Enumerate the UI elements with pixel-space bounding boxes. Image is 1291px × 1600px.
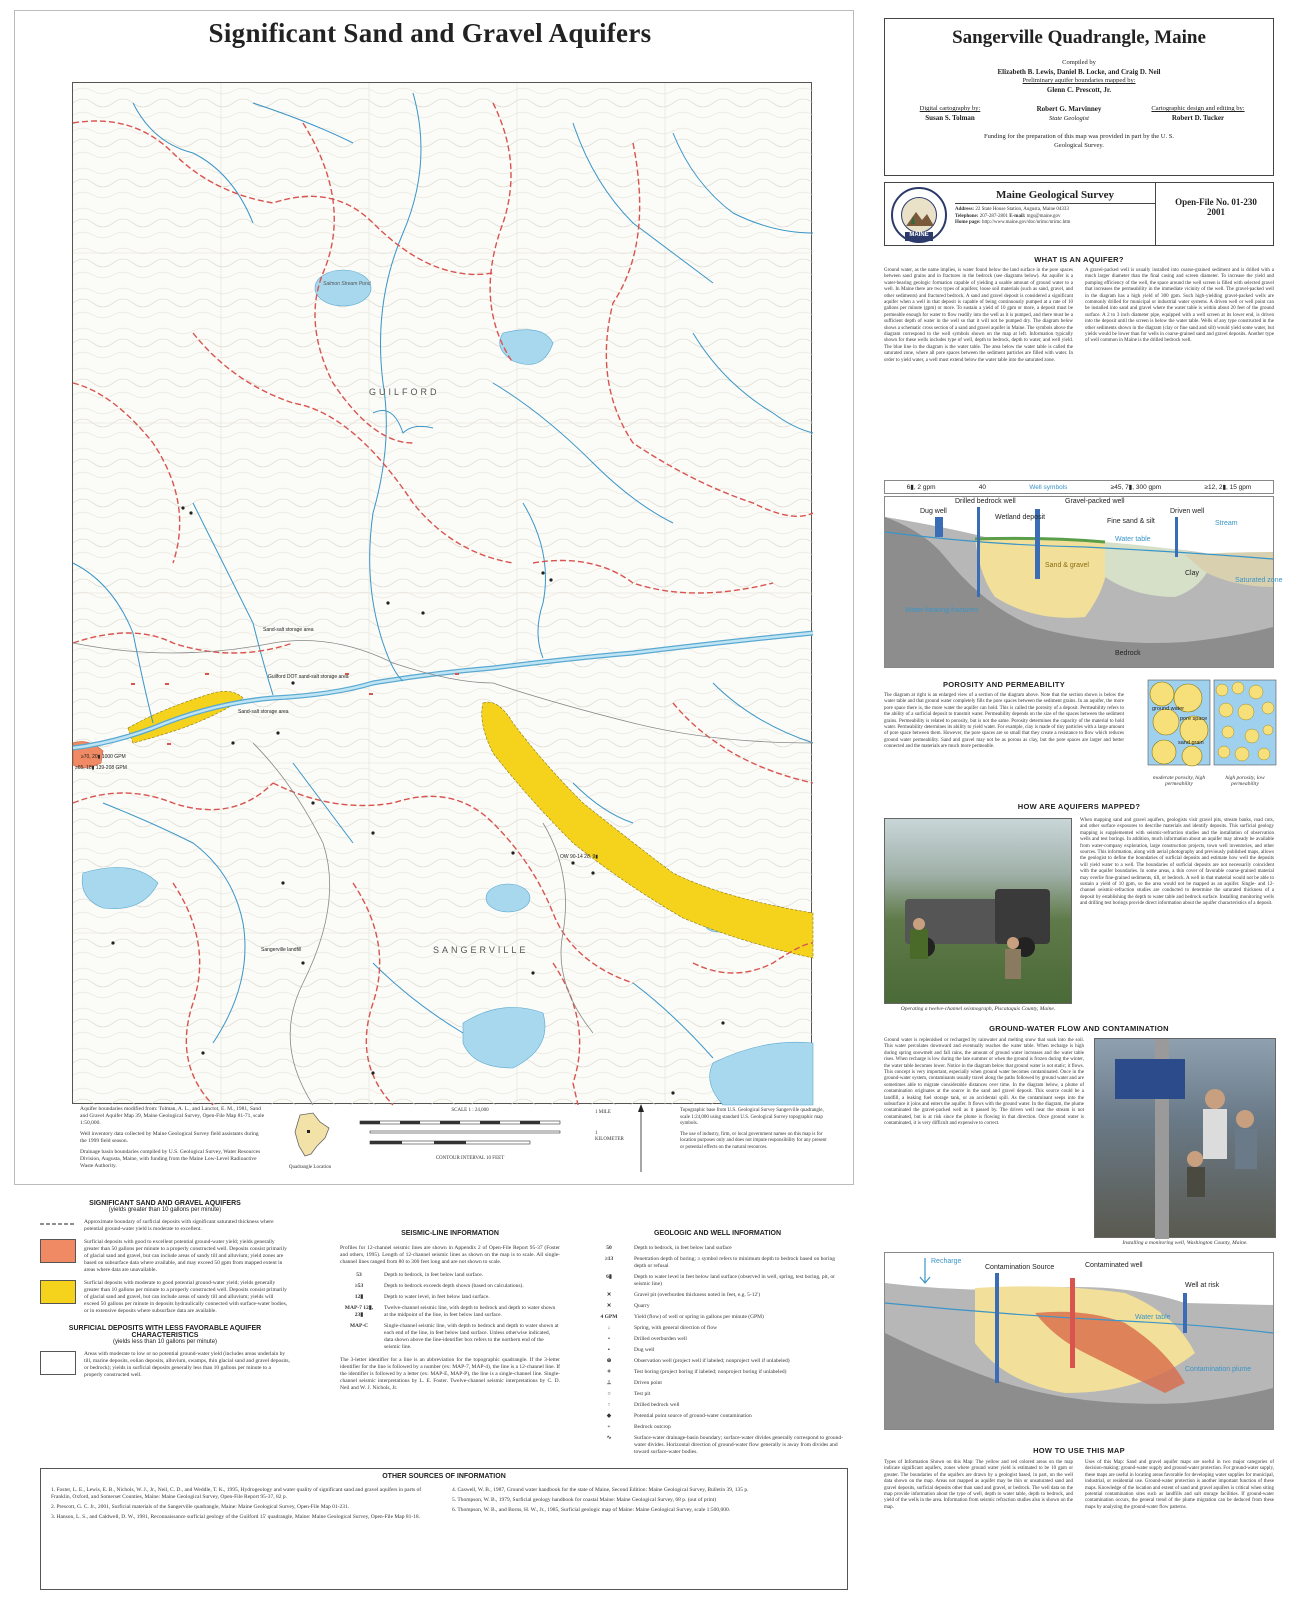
seismic-item-text: Single-channel seismic line, with depth to bedrock and depth to water shown at each end of the line, in feet below land surface. Unless otherwise indicated, data shown above the line-identifier box refers to the northern end of the seismic line.: [384, 1323, 559, 1350]
legend-sig-sub: (yields greater than 10 gallons per minute): [108, 1207, 222, 1213]
label-gravel-well: Gravel-packed well: [1065, 498, 1125, 505]
geologic-item-row: [590, 1358, 845, 1365]
digital-label: Digital cartography by:: [919, 105, 981, 112]
legend-yellow-text: Surficial deposits with moderate to good potential ground-water yield; yields generally greater than 10 gallons per minute to a properly constructed well. Deposits consist primarily of glacial sand and gravel, but can include areas of sandy till and alluvium; yields will exceed 50 gallons per minute in deposits hydraulically connected with surface-water bodies, or in extensive deposits where subsurface data are available.: [84, 1280, 288, 1314]
label-pond: Salmon Stream Pond: [323, 281, 371, 287]
geologic-item-row: [590, 1380, 845, 1387]
label-storage: Sand-salt storage area: [263, 627, 314, 633]
mountain-tree-icon: [902, 198, 938, 234]
geologic-item-text: Depth to water level in feet below land surface (observed in well, spring, test boring, pit, or seismic line): [634, 1274, 835, 1287]
legend-yellow-item: [40, 1280, 290, 1315]
porosity-graphic: [1148, 680, 1276, 770]
reference-entry: 2. Prescott, G. C. Jr., 2001, Surficial materials of the Sangerville quadrangle, Maine: Maine Geological Survey, Open-File Map 01-231.: [51, 1504, 350, 1510]
contamination-graphic: [885, 1253, 1273, 1429]
label-landfill: Sangerville landfill: [261, 947, 302, 953]
reference-entry: 5. Thompson, W. B., 1979, Surficial geology handbook for coastal Maine: Maine Geological Survey, 68 p. (out of print): [452, 1497, 717, 1503]
geologic-item-row: [590, 1413, 845, 1420]
pond-south: [486, 884, 530, 912]
geologic-item-row: [590, 1347, 845, 1354]
howto-text-left: Types of Information Shown on this Map: The yellow and red colored areas on the map indicate significant aquifers, zones where ground water yield is estimated to be 10 gpm or greater. The boundaries of the aquifers are drawn by a geologist based, in part, on the well data shown on the map. Areas not mapped as aquifer may be thin or unsaturated sand and gravel deposits, surficial deposits other than sand and gravel, or bedrock. The well data on the map provide information about the type of well, depth to water table, depth to bedrock, and yield of the wells in the area. Information from seismic refraction studies also is shown on the map.: [884, 1460, 1073, 1510]
label-contaminated-well: Contaminated well: [1085, 1262, 1143, 1269]
geologic-item-symbol: ≥13: [604, 1256, 614, 1262]
reference-entry: 1. Foster, L. E., Lewis, E. B., Nichols, W. J., Jr., Neil, C. D., and Weddle, T. K., 1995, Hydrogeology and water quality of significant sand and gravel aquifers in parts of Franklin, Oxford, and Somerset Counties, Maine: Maine Geological Survey, Open-File Report 95-37, 82 p.: [51, 1487, 422, 1500]
seismic-item-symbol: ≥53: [354, 1283, 364, 1289]
photo-seismograph: [884, 818, 1072, 1004]
geologic-item-symbol: ✕: [606, 1292, 612, 1298]
map-note-base: [680, 1108, 830, 1151]
seismic-item-row: [340, 1305, 560, 1319]
survey-address: 22 State House Station, Augusta, Maine 04333: [975, 207, 1069, 212]
geologic-item-text: Spring, with general direction of flow: [634, 1325, 718, 1331]
label-clay: Clay: [1185, 570, 1200, 577]
geologic-info: [590, 1230, 845, 1456]
map-note-disclaimer: The use of industry, firm, or local government names on this map is for location purposes only and does not impute responsibility for any present or potential effects on the natural resources.: [680, 1131, 827, 1150]
seismic-item-text: Twelve-channel seismic line, with depth to bedrock and depth to water shown at the midpoint of the line, in feet below land surface.: [384, 1305, 556, 1318]
map-note-sources: [80, 1106, 265, 1170]
geologic-item-text: Bedrock outcrop: [634, 1424, 671, 1430]
geologic-item-text: Quarry: [634, 1303, 650, 1309]
survey-name: Maine Geological Survey: [996, 189, 1114, 201]
seismic-item-text: Depth to water level, in feet below land surface.: [384, 1294, 490, 1300]
geologic-item-text: Yield (flow) of well or spring in gallons per minute (GPM): [634, 1314, 764, 1320]
photo1-caption: Operating a twelve-channel seismograph, Piscataquis County, Maine.: [900, 1006, 1056, 1012]
geologic-item-text: Test boring (project boring if labeled; nonproject boring if unlabeled): [634, 1369, 787, 1375]
geologic-item-row: [590, 1256, 845, 1270]
scale-bar: [345, 1108, 595, 1170]
label-plume: Contamination plume: [1185, 1366, 1252, 1373]
label-sangerville: SANGERVILLE: [433, 945, 529, 955]
geologic-item-row: [590, 1424, 845, 1431]
references-box: [40, 1468, 848, 1590]
geologic-item-text: Driven point: [634, 1380, 662, 1386]
geologic-item-text: Test pit: [634, 1391, 651, 1397]
seismic-item-row: [340, 1323, 560, 1351]
geologic-item-text: Drilled bedrock well: [634, 1402, 680, 1408]
well-sym-label: Well symbols: [1029, 483, 1068, 491]
well-sym-c: ≥45, 7▮, 300 gpm: [1110, 484, 1162, 491]
seismic-item-symbol: 12▮: [354, 1294, 364, 1300]
heading-howto: HOW TO USE THIS MAP: [1033, 1446, 1125, 1455]
legend-boundary-item: [40, 1219, 290, 1233]
seismic-note: The 3-letter identifier for a line is an abbreviation for the topographic quadrangle. If the 3-letter identifier for the line is followed by a number (ex: MAP-7, MAP-4), the line is a 12-channel line. If the identifier is followed by a letter (ex: MAP-E, MAP-P), the line is a single-channel line. Single-channel seismic interpretations by L. E. Foster. Twelve-channel seismic interpretations by C. D. Neil and W. J. Nichols, Jr.: [340, 1357, 560, 1391]
seismic-title: SEISMIC-LINE INFORMATION: [401, 1230, 499, 1237]
geologic-item-symbol: ▪: [608, 1347, 610, 1353]
label-gpm-2: ≥65, 18▮ 139-208 GPM: [75, 765, 127, 771]
well-sym-a: 6▮, 2 gpm: [906, 484, 936, 491]
geologic-item-row: [590, 1369, 845, 1376]
photo-monitoring-graphic: [1095, 1039, 1277, 1239]
porosity-caption-right: high porosity, low permeability: [1225, 775, 1265, 787]
geologic-item-symbol: ◆: [606, 1413, 612, 1419]
header-box: [884, 18, 1274, 176]
label-sand-gravel: Sand & gravel: [1045, 562, 1089, 569]
geologist-name: Robert G. Marvinney: [1036, 105, 1102, 113]
seismic-item-text: Depth to bedrock, in feet below land surface.: [384, 1272, 484, 1278]
mapper-name: Glenn C. Prescott, Jr.: [1046, 85, 1112, 94]
geologic-item-symbol: ○: [607, 1391, 611, 1397]
map-note-topo: Topographic base from U.S. Geological Survey Sangerville quadrangle, scale 1:24,000 using standard U.S. Geological Survey topographic map symbols.: [680, 1108, 824, 1126]
label-water-table-2: Water table: [1135, 1314, 1171, 1321]
geologic-items: [590, 1245, 845, 1456]
seismic-item-row: [340, 1272, 560, 1279]
contamination-cross-section: [884, 1252, 1274, 1430]
legend-aquifers: [40, 1200, 290, 1379]
legend-orange-text: Surficial deposits with good to excellent potential ground-water yield; yields generally greater than 50 gallons per minute to a properly constructed well. Deposits consist primarily of glacial sand and gravel, but can include areas of sandy till and alluvium; yield zones are based on subsurface data where available, and may exceed 50 gpm from mapped extent in areas where data are unavailable.: [84, 1239, 287, 1273]
label-well-at-risk: Well at risk: [1185, 1282, 1220, 1289]
label-bedrock: Bedrock: [1115, 650, 1141, 657]
heading-flow: GROUND-WATER FLOW AND CONTAMINATION: [989, 1024, 1169, 1033]
cross-section-graphic: [885, 497, 1283, 667]
well-sym-b: 40: [978, 483, 986, 491]
quad-title: Sangerville Quadrangle, Maine: [952, 27, 1206, 48]
label-ground-water: ground water: [1152, 706, 1185, 712]
dashed-boundary-icon: [40, 1219, 76, 1229]
label-sand-grain: sand grain: [1178, 740, 1204, 746]
geologist-title: State Geologist: [1049, 114, 1089, 122]
geologic-item-row: [590, 1303, 845, 1310]
refs-title: OTHER SOURCES OF INFORMATION: [382, 1473, 506, 1480]
seismic-info: [340, 1230, 560, 1392]
label-pore-space: pore space: [1180, 716, 1208, 722]
reference-entry: 6. Thompson, W. B., and Borns, H. W., Jr., 1985, Surficial geologic map of Maine: Maine Geological Survey, scale 1:500,000.: [452, 1507, 731, 1513]
scale-bar-graphic: [350, 1115, 590, 1151]
map-note-2: Well inventory data collected by Maine Geological Survey field assistants during the 1999 field season.: [80, 1131, 259, 1144]
howto-text-right: Uses of this Map: Sand and gravel aquifer maps are useful in two major categories of decision-making: ground-water supply and ground-water protection. For ground-water supply, these maps are useful in locating areas favorable for developing water supplies for municipal, industrial, or residential use. Ground-water protection is another important function of these maps. Knowledge of the location and extent of sand and gravel aquifers is critical when siting potential contamination sites such as landfills and salt storage facilities. If ground-water contamination occurs, the general trend of the plume migration can be deduced from these maps by analyzing the ground-water flow patterns.: [1085, 1460, 1274, 1510]
geologic-item-symbol: 50: [606, 1245, 612, 1251]
geologic-title: GEOLOGIC AND WELL INFORMATION: [653, 1230, 782, 1237]
contour-interval: CONTOUR INTERVAL 10 FEET: [435, 1155, 505, 1161]
map-title: Significant Sand and Gravel Aquifers: [208, 18, 652, 48]
geologic-item-text: Surface-water drainage-basin boundary; surface-water divides generally correspond to ground-water divides. Horizontal direction of ground-water flow generally is away from divides and toward surface-water bodies.: [634, 1435, 843, 1455]
label-stream: Stream: [1215, 520, 1238, 527]
geologic-item-symbol: ⊥: [606, 1380, 612, 1386]
aquifer-text-right: A gravel-packed well is usually installed into coarse-grained sediment and is drilled with a much larger diameter than the final casing and screen diameter. To increase the yield and pumping efficiency of the well, the space around the well screen is filled with selected gravel that increases the permeability in the immediate vicinity of the well. The gravel-packed well in the diagram has a high yield of 300 gpm. Such high-yielding gravel-packed wells are commonly drilled for municipal or industrial water systems. A driven well or well point can be installed into sand and gravel where the water table is within about 20 feet of the ground surface. A 2 to 3 inch diameter pipe, equipped with a well screen at its lower end, is driven into the deposit until the screen is below the water table. Wells of any type constructed in the other sediments shown in the diagram (clay or fine sand and silt) would yield some water, but yields would be lower than for wells in coarse-grained sand and gravel deposits. Another type of well common in Maine is the drilled bedrock well.: [1085, 268, 1274, 344]
heading-aquifer: WHAT IS AN AQUIFER?: [1034, 255, 1124, 264]
compilers: Elizabeth B. Lewis, Daniel B. Locke, and Craig D. Neil: [997, 67, 1161, 76]
seal-text: MAINE: [905, 232, 933, 241]
geologic-item-row: [590, 1292, 845, 1299]
geologic-item-symbol: 4 GPM: [600, 1314, 618, 1320]
porosity-caption-left: moderate porosity, high permeability: [1152, 775, 1206, 787]
seismic-item-symbol: MAP-C: [349, 1323, 369, 1329]
seismic-item-text: Depth to bedrock exceeds depth shown (based on calculations).: [384, 1283, 524, 1289]
legend-white-item: [40, 1351, 290, 1379]
digital-name: Susan S. Tolman: [925, 113, 975, 122]
geologic-item-symbol: +: [607, 1424, 611, 1430]
geologic-item-symbol: ✧: [606, 1369, 612, 1375]
legend-sig-title: SIGNIFICANT SAND AND GRAVEL AQUIFERS: [89, 1200, 241, 1207]
survey-phone: 207-287-2801: [979, 213, 1009, 219]
geologic-item-text: Potential point source of ground-water contamination: [634, 1413, 752, 1419]
white-swatch: [40, 1351, 76, 1375]
geologic-item-row: [590, 1274, 845, 1288]
dept-seal-icon: [891, 187, 947, 243]
geologic-item-symbol: •: [608, 1336, 610, 1342]
legend-boundary-text: Approximate boundary of surficial deposits with significant saturated thickness where potential ground-water yield is moderate to excellent.: [84, 1219, 274, 1232]
legend-less-sub: (yields less than 10 gallons per minute): [112, 1339, 218, 1345]
well-sym-d: ≥12, 2▮, 15 gpm: [1204, 484, 1252, 491]
refs-left: [51, 1484, 436, 1521]
geologic-item-row: [590, 1325, 845, 1332]
label-saturated: Saturated zone: [1235, 577, 1283, 584]
label-storage-2: Sand-salt storage area: [238, 709, 289, 715]
legend-orange-item: [40, 1239, 290, 1274]
aquifer-text: [884, 268, 1274, 364]
legend-less-title: SURFICIAL DEPOSITS WITH LESS FAVORABLE AQUIFER CHARACTERISTICS: [68, 1325, 262, 1339]
geologic-item-symbol: 6▮: [606, 1274, 612, 1280]
geologic-item-text: Depth to bedrock, in feet below land surface: [634, 1245, 732, 1251]
geologic-item-text: Observation well (project well if labeled; nonproject well if unlabeled): [634, 1358, 790, 1364]
geologic-item-symbol: ✕: [606, 1303, 612, 1309]
locator-label: Quadrangle Location: [288, 1165, 332, 1170]
mapped-text: When mapping sand and gravel aquifers, geologists visit gravel pits, stream banks, road cuts, and other surface exposures to describe materials and identify deposits. This surficial geology mapping is supplemented with seismic-refraction studies and the installation of observation wells and test borings. In addition, much information about an aquifer may already be available from water-company exploration, large construction projects, town well inventories, and other sources. This information, along with aerial photography and previously published maps, allows the geologist to define the boundaries of surficial deposits and estimate how well the deposits will yield water to a well. The boundaries of surficial deposits are not necessarily coincident with the aquifer boundaries. In some areas, a thin cover of favorable coarse-grained material may overlie fine-grained sediments, till, or bedrock. A well in that material would not be able to sustain a yield of 10 gpm, so the area would not be mapped as an aquifer. Single- and 12-channel seismic-refraction studies are conducted to determine the saturated thickness of a deposit by establishing the depth to water table and bedrock surface. Installing monitoring wells and drilling test borings provide direct information about the aquifer characteristics of a deposit.: [1080, 818, 1274, 907]
geologic-item-row: [590, 1391, 845, 1398]
label-driven-well: Driven well: [1170, 508, 1205, 515]
porosity-diagram: [1148, 680, 1276, 788]
funding-text: Funding for the preparation of this map was provided in part by the U. S. Geological Survey.: [984, 133, 1174, 149]
flow-text: Ground water is replenished or recharged by rainwater and melting snow that soak into the soil. This water percolates downward and eventually reaches the water table. When recharge is high during spring snowmelt and fall rains, the amount of ground water increases and the water table rises. When recharge is low during the late summer or when the ground is frozen during the winter, the water table becomes lower. Notice in the diagram below that ground water is not static; it flows. This concept is very important, especially when ground water becomes contaminated. Once in the ground-water system, contaminants usually travel along the paths followed by ground water and are sometimes able to migrate considerable distances over time. In the diagram below, a plume of contamination originates at the source in the sand and gravel deposit. This source could be a landfill, a leaking fuel storage tank, or an accidental spill. As the contaminant seeps into the subsurface it joins and enters the aquifer. It flows with the ground water. In the diagram, the plume contaminated the gravel-packed well as it passed by. The driven well near the stream is not contaminated, but is at risk since the plume is flowing in that direction. Once ground water is contaminated, it is very difficult and expensive to correct.: [884, 1038, 1084, 1127]
survey-homepage-link[interactable]: http://www.maine.gov/doc/nrimc/nrimc.htm: [981, 220, 1071, 225]
label-wetland: Wetland deposit: [995, 514, 1046, 521]
map-canvas: [73, 83, 813, 1105]
label-guilford: GUILFORD: [369, 387, 440, 397]
design-label: Cartographic design and editing by:: [1151, 105, 1245, 112]
yellow-swatch: [40, 1280, 76, 1304]
geologic-item-row: [590, 1314, 845, 1321]
open-file-year: 2001: [1207, 207, 1225, 217]
label-fractures: Water-bearing fractures: [905, 607, 979, 614]
geologic-item-text: Gravel pit (overburden thickness noted in feet, e.g. 5-12'): [634, 1292, 761, 1298]
topographic-map[interactable]: [72, 82, 812, 1104]
map-note-3: Drainage basin boundaries compiled by U.S. Geological Survey, Water Resources Division, Augusta, Maine, with funding from the Maine Low-Level Radioactive Waste Authority.: [80, 1149, 261, 1169]
locator-map: [285, 1110, 335, 1170]
refs-right: [452, 1484, 837, 1521]
credits-row: [895, 105, 1263, 123]
geologic-item-symbol: ⊕: [606, 1358, 612, 1364]
maine-outline-icon: [285, 1110, 335, 1160]
geologic-item-symbol: ↑: [607, 1402, 611, 1408]
geologic-item-symbol: ∿: [606, 1435, 612, 1441]
geologic-item-text: Drilled overburden well: [634, 1336, 687, 1342]
well-symbols-row: [884, 480, 1274, 494]
geologic-item-row: [590, 1402, 845, 1409]
seismic-item-symbol: MAP-7 12▮, 23▮: [344, 1305, 374, 1318]
label-gpm-1: ≥70, 20▮ 1000 GPM: [81, 754, 126, 760]
label-dug-well: Dug well: [920, 508, 947, 515]
geologic-item-row: [590, 1245, 845, 1252]
label-water-table: Water table: [1115, 536, 1151, 543]
geologic-item-text: Penetration depth of boring; ≥ symbol refers to minimum depth to bedrock based on boring depth or refusal: [634, 1256, 835, 1269]
mile-label: 1 MILE: [595, 1110, 611, 1115]
heading-porosity: POROSITY AND PERMEABILITY: [942, 680, 1066, 689]
reference-entry: 3. Hanson, L. S., and Caldwell, D. W., 1981, Reconnaissance surficial geology of the Guilford 15' quadrangle, Maine: Maine Geological Survey, Open-File Map 81-18.: [51, 1514, 421, 1520]
photo-seismograph-graphic: [885, 819, 1073, 1005]
compiled-by-label: Compiled by: [1062, 59, 1096, 66]
scale-units: [595, 1110, 625, 1144]
seismic-item-symbol: 53: [356, 1272, 362, 1278]
seismic-item-row: [340, 1283, 560, 1290]
open-file-number: Open-File No. 01-230: [1175, 197, 1257, 207]
seismic-item-row: [340, 1294, 560, 1301]
geologic-item-row: [590, 1336, 845, 1343]
howto-text: [884, 1460, 1274, 1511]
porosity-text: The diagram at right is an enlarged view of a section of the diagram above. Note that the section shown is below the water table and that ground water completely fills the pore spaces between the sediment grains. In an aquifer, the more pore space there is, the more water the aquifer can hold. This is called the porosity of a deposit. Permeability refers to the ability of a surficial deposit to transmit water. Permeability depends on the size of the spaces between the sediment grains. Permeability is related to porosity, but is not the same. Porosity determines the capacity of the material to hold water. Permeability determines its ability to yield water. For example, clay is made of tiny particles with a large amount of pore space between them. However, the pore spaces are so small that they create a resistance to flow which reduces ground water permeability. Sand and gravel may not be as porous as clay, but the pore spaces are larger and better connected and the materials are much more permeable.: [884, 693, 1124, 750]
aquifer-text-left: Ground water, as the name implies, is water found below the land surface in the pore spaces between sand grains and in fractures in the bedrock (see diagrams below). An aquifer is a water-bearing geologic formation capable of yielding a usable amount of ground water to a well. In Maine there are two types of aquifers; loose soil materials (such as sand, gravel, and other sediments) and fractured bedrock. A sand and gravel deposit is considered a significant aquifer when a well in that deposit is capable of being continuously pumped at a rate of 10 gallons per minute (gpm) or more. To sustain a yield of 10 gpm or more, a deposit must be permeable enough for water to flow readily into the well as it is pumped, and there must be a sufficient depth of water in the well so that it will not be pumped dry. The diagram below shows a schematic cross section of a sand and gravel aquifer in Maine. The symbols above the diagram correspond to the well symbols shown on the map at left. Information typically shown for these wells includes type of well, depth to bedrock, depth to water, and well yield. The blue line in the diagram is the water table. The area below the water table is called the saturated zone, where all pore spaces between the sediment particles are filled with water. In order to yield water, a well must extend below the water table into the saturated zone.: [884, 268, 1073, 363]
mapped-by-label: Preliminary aquifer boundaries mapped by:: [1022, 77, 1136, 84]
seismic-items: [340, 1272, 560, 1351]
reference-entry: 4. Caswell, W. B., 1987, Ground water handbook for the state of Maine, Second Edition: Maine Geological Survey, Bulletin 39, 135 p.: [452, 1487, 749, 1493]
design-name: Robert D. Tucker: [1171, 113, 1225, 122]
km-label: 1 KILOMETER: [595, 1130, 624, 1142]
geologic-item-row: [590, 1435, 845, 1456]
north-arrow-icon: [636, 1104, 646, 1174]
refs-columns: [41, 1480, 847, 1525]
label-drilled-well: Drilled bedrock well: [955, 498, 1016, 505]
orange-swatch: [40, 1239, 76, 1263]
photo2-caption: Installing a monitoring well, Washington County, Maine.: [1122, 1240, 1248, 1246]
survey-box: MAINE Maine Geological Survey Address: 22 State House Station, Augusta, Maine 04333 Telephone: 207-287-2801 E-mail: mgs@maine.gov Home page: http://www.maine.gov/doc/nrimc/nrimc.htm Open-File No. 01-230 2001: [884, 182, 1274, 246]
geologic-item-text: Dug well: [634, 1347, 655, 1353]
photo-monitoring-well: [1094, 1038, 1276, 1238]
label-ow: OW 90-14 28, 9▮: [560, 854, 599, 860]
salmon-stream-pond: [315, 270, 371, 306]
geologic-item-symbol: ↓: [607, 1325, 611, 1331]
survey-email[interactable]: mgs@maine.gov: [1026, 213, 1061, 219]
seismic-intro: Profiles for 12-channel seismic lines are shown in Appendix 2 of Open-File Report 95-37 (Foster and others, 1995). Length of 12-channel seismic lines as shown on the map is to scale. All single-channel lines ranged from 80 to 300 feet long and are not shown to scale.: [340, 1245, 560, 1265]
scale-label: SCALE 1 : 24,000: [451, 1108, 489, 1113]
label-dot-storage: Guilford DOT sand-salt storage area: [268, 674, 349, 680]
label-contamination-source: Contamination Source: [985, 1264, 1055, 1271]
aquifer-cross-section: [884, 496, 1283, 668]
label-fine-sand: Fine sand & silt: [1107, 518, 1155, 525]
north-arrow: [636, 1104, 646, 1174]
heading-mapped: HOW ARE AQUIFERS MAPPED?: [1017, 802, 1141, 811]
map-note-1: Aquifer boundaries modified from: Tolman, A. L., and Lanctot, E. M., 1981, Sand and Gravel Aquifer Map 39, Maine Geological Survey, Open-File Map 81-71, scale 1:50,000.: [80, 1106, 265, 1126]
legend-white-text: Areas with moderate to low or no potential ground-water yield (includes areas underlain by till, marine deposits, eolian deposits, alluvium, swamps, thin glacial sand and gravel deposits, or bedrock); yields in surficial deposits generally less than 10 gallons per minute to a properly constructed well.: [84, 1351, 290, 1378]
label-recharge: Recharge: [931, 1258, 962, 1265]
